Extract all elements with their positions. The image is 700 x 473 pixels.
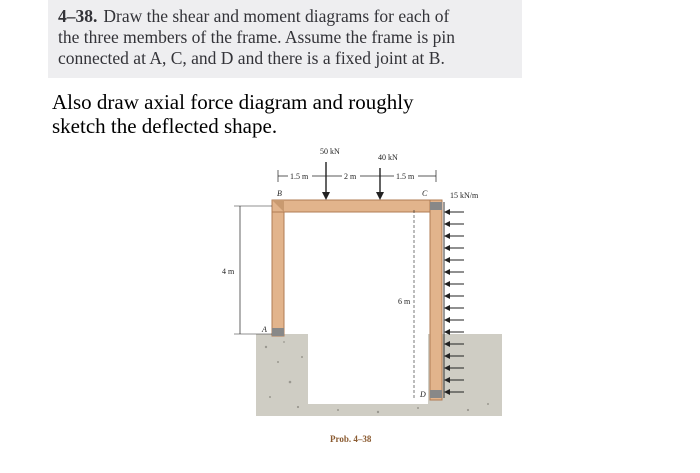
pin-A [272,328,284,336]
problem-number: 4–38. [58,6,98,26]
problem-line-1: 4–38. Draw the shear and moment diagrams for each of [58,6,450,26]
dim-label-6m: 6 m [398,297,411,306]
load-label-50kN: 50 kN [320,147,340,156]
frame-figure [218,142,518,468]
problem-line-3: connected at A, C, and D and there is a fixed joint at B. [58,48,445,68]
label-C: C [422,189,428,198]
frame-diagram [218,142,518,468]
extra-instruction [52,90,512,138]
distributed-load-label: 15 kN/m [450,191,479,200]
member-AB [272,200,284,336]
load-label-40kN: 40 kN [378,153,398,162]
dim-label-4m: 4 m [222,267,235,276]
figure-caption: Prob. 4–38 [330,434,372,444]
dim-label-right: 1.5 m [396,172,415,181]
load-arrowhead-50kN [322,192,330,200]
member-CD [430,200,442,400]
problem-line-2: the three members of the frame. Assume the frame is pin [58,27,456,47]
label-D: D [420,390,426,399]
pin-C [430,202,442,210]
label-B: B [277,189,282,198]
extra-line-1: Also draw axial force diagram and roughly [52,90,414,114]
label-A: A [262,325,267,334]
ground-cutout [308,334,428,404]
pin-D [430,390,442,398]
load-arrowhead-40kN [376,192,384,200]
problem-statement [48,0,522,78]
dim-label-left: 1.5 m [290,172,309,181]
dim-label-mid: 2 m [344,172,357,181]
member-BC [272,200,442,212]
extra-line-2: sketch the deflected shape. [52,114,278,138]
